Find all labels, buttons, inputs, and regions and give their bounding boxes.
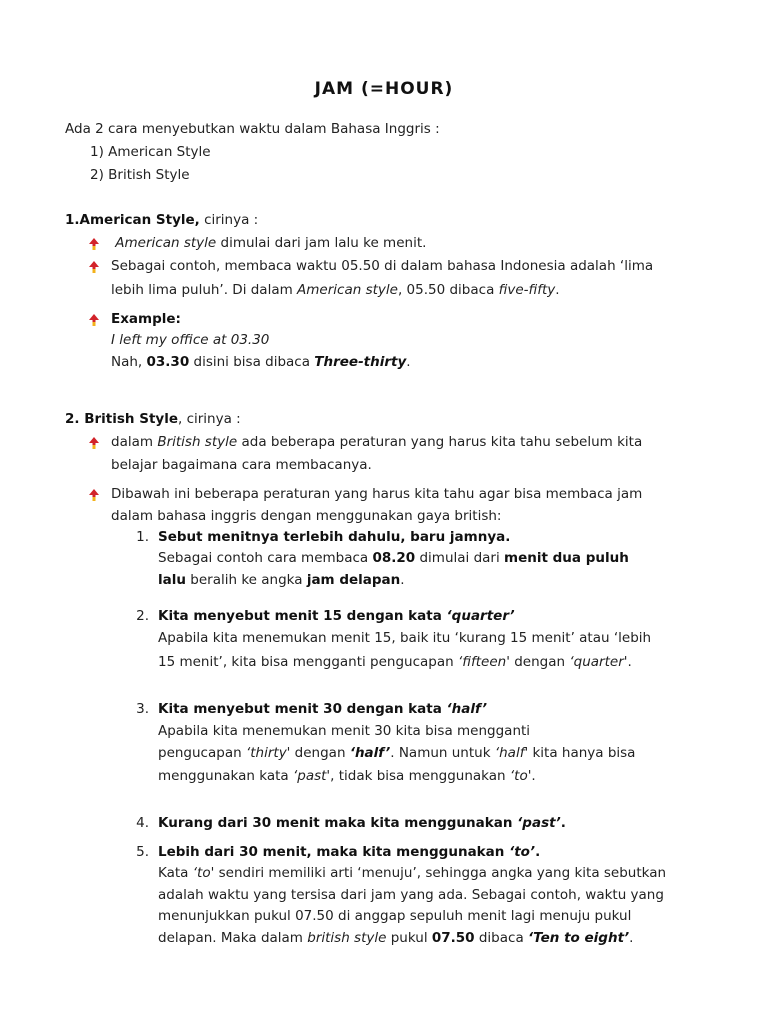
british-bullet-1-line-1: dalam British style ada beberapa peraturan yang harus kita tahu sebelum kita xyxy=(111,434,643,450)
british-heading: 2. British Style, cirinya : xyxy=(65,411,241,427)
rule-2-line-1: Apabila kita menemukan menit 15, baik itu ‘kurang 15 menit’ atau ‘lebih xyxy=(158,630,652,646)
rule-number: 4. xyxy=(136,815,149,831)
example-label: Example: xyxy=(111,311,181,327)
rule-number: 3. xyxy=(136,701,149,717)
arrow-bullet-icon xyxy=(88,314,100,326)
rule-4-heading: Kurang dari 30 menit maka kita menggunakan ‘past’. xyxy=(158,815,566,831)
rule-1-heading: Sebut menitnya terlebih dahulu, baru jamnya. xyxy=(158,529,511,545)
arrow-bullet-icon xyxy=(88,437,100,449)
rule-5-line-4: delapan. Maka dalam british style pukul 07.50 dibaca ‘Ten to eight’. xyxy=(158,930,634,946)
arrow-bullet-icon xyxy=(88,261,100,273)
british-bullet-2-line-2: dalam bahasa inggris dengan menggunakan gaya british: xyxy=(111,508,502,524)
american-bullet-1: American style dimulai dari jam lalu ke menit. xyxy=(115,235,427,251)
page-title: JAM (=HOUR) xyxy=(314,79,454,99)
rule-2-heading: Kita menyebut menit 15 dengan kata ‘quarter’ xyxy=(158,608,515,624)
rule-5-line-2: adalah waktu yang tersisa dari jam yang ada. Sebagai contoh, waktu yang xyxy=(158,887,664,903)
rule-2-line-2: 15 menit’, kita bisa mengganti pengucapan ‘fifteen' dengan ‘quarter'. xyxy=(158,654,632,670)
rule-1-line-1: Sebagai contoh cara membaca 08.20 dimulai dari menit dua puluh xyxy=(158,550,629,566)
rule-number: 2. xyxy=(136,608,149,624)
intro-item-2: 2) British Style xyxy=(90,167,190,183)
rule-number: 1. xyxy=(136,529,149,545)
arrow-bullet-icon xyxy=(88,238,100,250)
rule-3-heading: Kita menyebut menit 30 dengan kata ‘half’ xyxy=(158,701,487,717)
rule-number: 5. xyxy=(136,844,149,860)
example-reading: Nah, 03.30 disini bisa dibaca Three-thirty. xyxy=(111,354,411,370)
rule-5-heading: Lebih dari 30 menit, maka kita menggunakan ‘to’. xyxy=(158,844,541,860)
rule-5-line-1: Kata ‘to' sendiri memiliki arti ‘menuju’, sehingga angka yang kita sebutkan xyxy=(158,865,667,881)
intro-item-1: 1) American Style xyxy=(90,144,211,160)
intro-line: Ada 2 cara menyebutkan waktu dalam Bahasa Inggris : xyxy=(65,121,440,137)
rule-3-line-2: pengucapan ‘thirty' dengan ‘half’. Namun untuk ‘half' kita hanya bisa xyxy=(158,745,636,761)
british-bullet-1-line-2: belajar bagaimana cara membacanya. xyxy=(111,457,372,473)
arrow-bullet-icon xyxy=(88,489,100,501)
rule-1-line-2: lalu beralih ke angka jam delapan. xyxy=(158,572,405,588)
rule-3-line-3: menggunakan kata ‘past', tidak bisa menggunakan ‘to'. xyxy=(158,768,536,784)
rule-3-line-1: Apabila kita menemukan menit 30 kita bisa mengganti xyxy=(158,723,531,739)
american-bullet-2-line-2: lebih lima puluh’. Di dalam American style, 05.50 dibaca five-fifty. xyxy=(111,282,560,298)
american-heading: 1.American Style, cirinya : xyxy=(65,212,259,228)
american-bullet-2-line-1: Sebagai contoh, membaca waktu 05.50 di dalam bahasa Indonesia adalah ‘lima xyxy=(111,258,654,274)
rule-5-line-3: menunjukkan pukul 07.50 di anggap sepuluh menit lagi menuju pukul xyxy=(158,908,632,924)
example-sentence: I left my office at 03.30 xyxy=(111,332,270,348)
british-bullet-2-line-1: Dibawah ini beberapa peraturan yang harus kita tahu agar bisa membaca jam xyxy=(111,486,643,502)
